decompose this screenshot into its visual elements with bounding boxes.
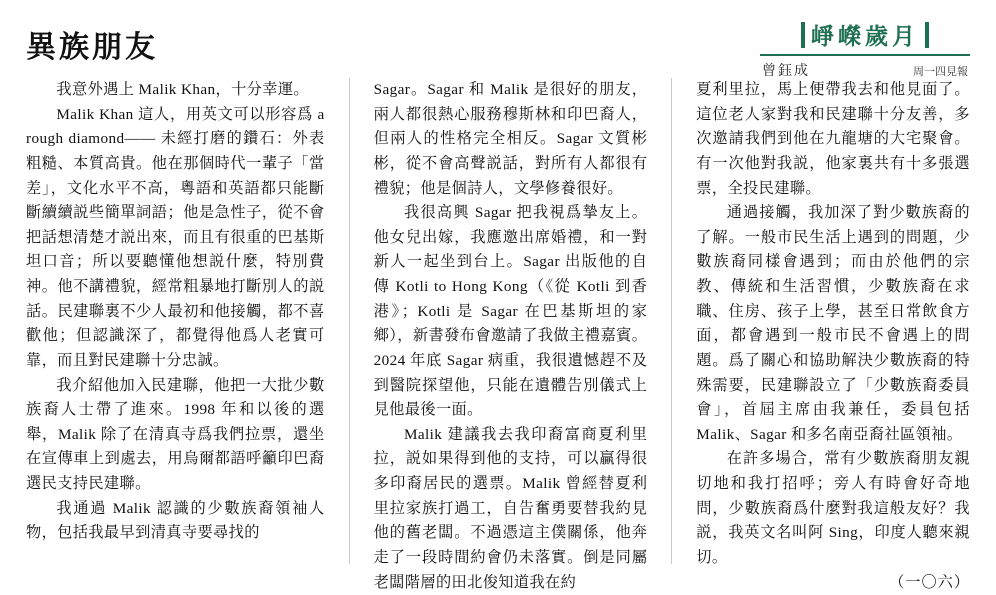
paragraph: Sagar。Sagar 和 Malik 是很好的朋友，兩人都很熱心服務穆斯林和印巴裔人，但兩人的性格完全相反。Sagar 文質彬彬，從不會高聲説話，對所有人都很有禮貌；他是個詩人，文學修養很好。 bbox=[374, 78, 648, 201]
paragraph: Malik Khan 這人，用英文可以形容爲 a rough diamond—— 未經打磨的鑽石：外表粗糙、本質高貴。他在那個時代一輩子「當差」，文化水平不高，粵語和英語都只能斷斷續續説些簡單詞語；他是急性子，從不會把話想清楚才説出來，而且有很重的巴基斯坦口音；所以要聽懂他想説什麼，特別費神。他不講禮貌，經常粗暴地打斷別人的説話。民建聯裏不少人最初和他接觸，都不喜歡他；但認識深了，都覺得他爲人老實可靠，而且對民建聯十分忠誠。 bbox=[26, 103, 325, 374]
page-header bbox=[26, 18, 970, 74]
column-2 bbox=[349, 78, 648, 564]
paragraph: 夏利里拉，馬上便帶我去和他見面了。這位老人家對我和民建聯十分友善，多次邀請我們到他在九龍塘的大宅聚會。有一次他對我説，他家裏共有十多張選票，全投民建聯。 bbox=[696, 78, 970, 201]
column-1 bbox=[26, 78, 325, 564]
column-3 bbox=[671, 78, 970, 564]
paragraph: 我通過 Malik 認識的少數族裔領袖人物，包括我最早到清真寺要尋找的 bbox=[26, 497, 325, 546]
paragraph: 我介紹他加入民建聯，他把一大批少數族裔人士帶了進來。1998 年和以後的選舉，Malik 除了在清真寺爲我們拉票，還坐在宣傳車上到處去，用烏爾都語呼籲印巴裔選民支持民建聯。 bbox=[26, 374, 325, 497]
paragraph: 通過接觸，我加深了對少數族裔的了解。一般市民生活上遇到的問題，少數族裔同樣會遇到；而由於他們的宗教、傳統和生活習慣，少數族裔在求職、住房、孩子上學，甚至日常飲食方面，都會遇到一般市民不會遇上的問題。爲了關心和協助解決少數族裔的特殊需要，民建聯設立了「少數族裔委員會」，首屆主席由我兼任，委員包括 Malik、Sagar 和多名南亞裔社區領袖。 bbox=[696, 201, 970, 447]
paragraph: Malik 建議我去我印裔富商夏利里拉，説如果得到他的支持，可以贏得很多印裔居民的選票。Malik 曾經替夏利里拉家族打過工，自告奮勇要替我約見他的舊老闆。不過憑這主僕關係，他奔走了一段時間約會仍未落實。倒是同屬老闆階層的田北俊知道我在約 bbox=[374, 423, 648, 595]
masthead-frequency: 周一四見報 bbox=[913, 63, 968, 79]
masthead-right-bar-icon bbox=[925, 22, 929, 48]
masthead-author: 曾鈺成 bbox=[762, 60, 810, 80]
masthead-title: 崢嶸歲月 bbox=[811, 18, 919, 51]
masthead bbox=[760, 18, 970, 80]
paragraph: 我很高興 Sagar 把我視爲摯友上。他女兒出嫁，我應邀出席婚禮，和一對新人一起坐到台上。Sagar 出版他的自傳 Kotli to Hong Kong（《從 Kotli 到香港》；Kotli 是 Sagar 在巴基斯坦的家鄉），新書發布會邀請了我做主禮嘉賓。2024 年底 Sagar 病重，我很遺憾趕不及到醫院探望他，只能在遺體告別儀式上見他最後一面。 bbox=[374, 201, 648, 423]
page-number: （一〇六） bbox=[696, 571, 970, 595]
masthead-divider bbox=[760, 54, 970, 56]
paragraph: 在許多場合，常有少數族裔朋友親切地和我打招呼；旁人有時會好奇地問，少數族裔爲什麼對我這般友好？我説，我英文名叫阿 Sing，印度人聽來親切。 bbox=[696, 447, 970, 570]
paragraph: 我意外遇上 Malik Khan，十分幸運。 bbox=[26, 78, 325, 103]
masthead-title-wrap bbox=[760, 18, 970, 51]
masthead-subline bbox=[760, 60, 970, 80]
page-title: 異族朋友 bbox=[26, 22, 158, 66]
masthead-left-bar-icon bbox=[801, 22, 805, 48]
article-columns bbox=[26, 78, 970, 564]
